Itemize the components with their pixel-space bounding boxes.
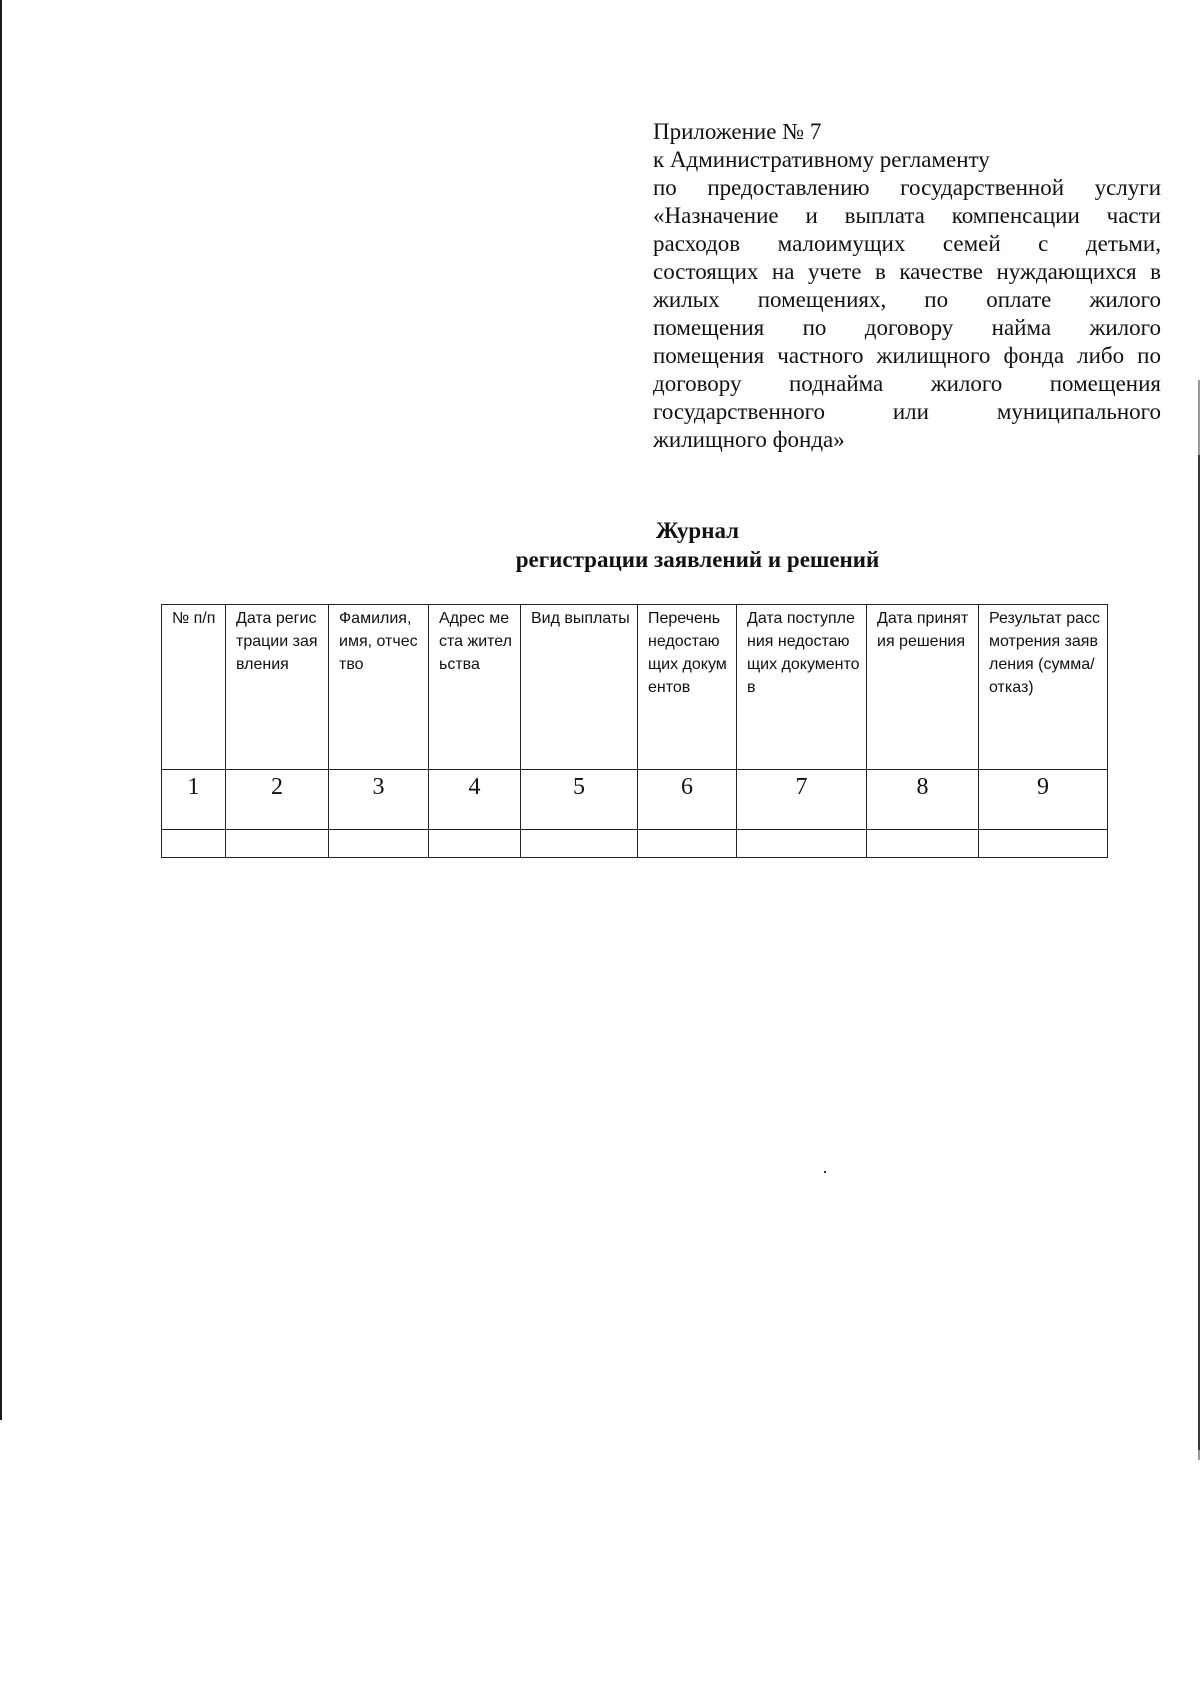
- appendix-line: договору поднайма жилого помещения: [653, 371, 1161, 396]
- appendix-line: помещения по договору найма жилого: [653, 315, 1161, 340]
- table-cell: [979, 830, 1108, 858]
- table-number-row: [162, 770, 1108, 830]
- journal-subtitle: регистрации заявлений и решений: [515, 547, 880, 572]
- appendix-block: [653, 118, 1161, 454]
- appendix-title: Приложение № 7: [653, 119, 822, 144]
- appendix-line: помещения частного жилищного фонда либо по: [653, 343, 1161, 368]
- column-number: 5: [521, 770, 638, 830]
- table-cell: [329, 830, 429, 858]
- table-cell: [162, 830, 226, 858]
- table-header-cell: Перечень недостающих документов: [638, 605, 737, 770]
- column-number: 2: [226, 770, 329, 830]
- table-header-cell: Вид выплаты: [521, 605, 638, 770]
- table-header-cell: Фамилия, имя, отчество: [329, 605, 429, 770]
- table-cell: [737, 830, 867, 858]
- scan-speck: [824, 1171, 826, 1173]
- table-header-cell: Адрес места жительства: [429, 605, 521, 770]
- appendix-line: жилых помещениях, по оплате жилого: [653, 287, 1161, 312]
- appendix-line: расходов малоимущих семей с детьми,: [653, 231, 1161, 256]
- table-header-cell: Результат рассмотрения заявления (сумма/ отказ): [979, 605, 1108, 770]
- scan-left-edge: [0, 0, 2, 1420]
- column-number: 4: [429, 770, 521, 830]
- appendix-line: жилищного фонда»: [653, 427, 845, 452]
- appendix-line: по предоставлению государственной услуги: [653, 175, 1161, 200]
- table-cell: [521, 830, 638, 858]
- appendix-line: государственного или муниципального: [653, 399, 1161, 424]
- table-cell: [226, 830, 329, 858]
- appendix-line: состоящих на учете в качестве нуждающихся в: [653, 259, 1161, 284]
- column-number: 1: [162, 770, 226, 830]
- column-number: 3: [329, 770, 429, 830]
- journal-heading: [0, 516, 1200, 574]
- column-number: 8: [867, 770, 979, 830]
- table-cell: [638, 830, 737, 858]
- table-cell: [429, 830, 521, 858]
- appendix-subtitle: к Административному регламенту: [653, 147, 990, 172]
- table-row: [162, 830, 1108, 858]
- table-header-cell: Дата поступления недостающих документов: [737, 605, 867, 770]
- appendix-line: «Назначение и выплата компенсации части: [653, 203, 1161, 228]
- table-header-row: [162, 605, 1108, 770]
- table-cell: [867, 830, 979, 858]
- table-header-cell: Дата регистрации заявления: [226, 605, 329, 770]
- column-number: 7: [737, 770, 867, 830]
- table-header-cell: Дата принятия решения: [867, 605, 979, 770]
- journal-title: Журнал: [655, 518, 740, 543]
- column-number: 6: [638, 770, 737, 830]
- journal-table: [161, 604, 1108, 858]
- table-header-cell: № п/п: [162, 605, 226, 770]
- column-number: 9: [979, 770, 1108, 830]
